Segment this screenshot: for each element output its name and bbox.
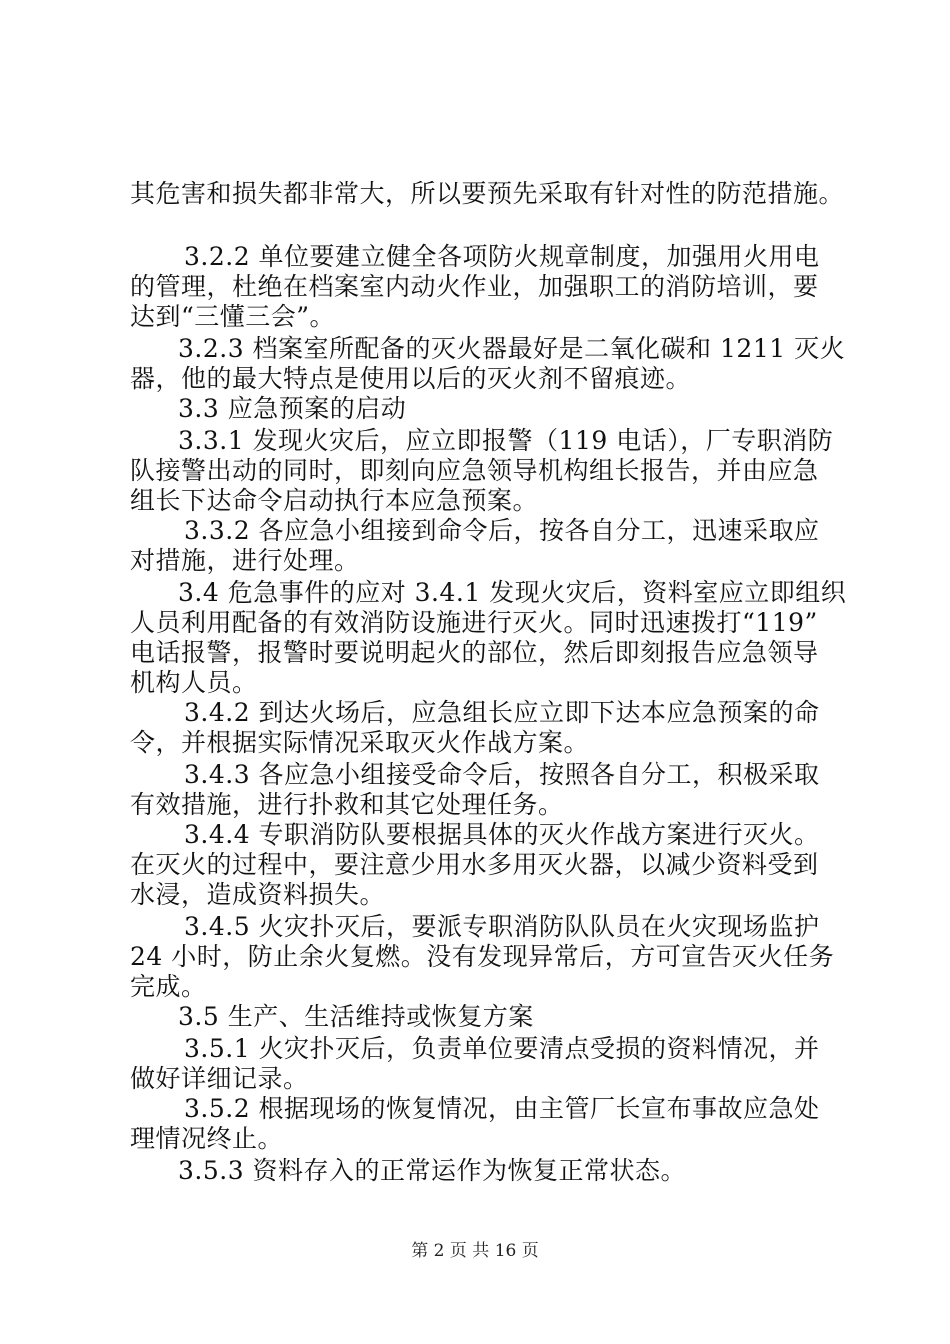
text-line-14: 人员利用配备的有效消防设施进行灭火。同时迅速拨打“119” <box>130 608 818 637</box>
text-line-21: 3.4.4 专职消防队要根据具体的灭火作战方案进行灭火。 <box>184 820 820 849</box>
text-line-32: 3.5.3 资料存入的正常运作为恢复正常状态。 <box>178 1156 687 1185</box>
text-line-18: 令，并根据实际情况采取灭火作战方案。 <box>130 728 590 757</box>
text-line-22: 在灭火的过程中，要注意少用水多用灭火器，以减少资料受到 <box>130 850 819 879</box>
text-line-31: 理情况终止。 <box>130 1124 284 1153</box>
page-number-footer: 第 2 页 共 16 页 <box>411 1241 539 1261</box>
text-line-29: 做好详细记录。 <box>130 1064 309 1093</box>
text-line-19: 3.4.3 各应急小组接受命令后，按照各自分工，积极采取 <box>184 760 820 789</box>
text-line-17: 3.4.2 到达火场后，应急组长应立即下达本应急预案的命 <box>184 698 820 727</box>
text-line-10: 组长下达命令启动执行本应急预案。 <box>130 486 539 515</box>
text-line-8: 3.3.1 发现火灾后，应立即报警（119 电话），厂专职消防 <box>178 426 834 455</box>
text-line-9: 队接警出动的同时，即刻向应急领导机构组长报告，并由应急 <box>130 456 819 485</box>
text-line-5: 3.2.3 档案室所配备的灭火器最好是二氧化碳和 1211 灭火 <box>178 334 846 363</box>
text-line-20: 有效措施，进行扑救和其它处理任务。 <box>130 790 564 819</box>
text-line-25: 24 小时，防止余火复燃。没有发现异常后，方可宣告灭火任务 <box>130 942 835 971</box>
text-line-16: 机构人员。 <box>130 668 258 697</box>
text-line-23: 水浸，造成资料损失。 <box>130 880 386 909</box>
text-line-26: 完成。 <box>130 972 207 1001</box>
text-line-7: 3.3 应急预案的启动 <box>178 394 407 423</box>
text-line-27: 3.5 生产、生活维持或恢复方案 <box>178 1002 534 1031</box>
text-line-15: 电话报警，报警时要说明起火的部位，然后即刻报告应急领导 <box>130 638 819 667</box>
text-line-11: 3.3.2 各应急小组接到命令后，按各自分工，迅速采取应 <box>184 516 820 545</box>
text-line-1: 其危害和损失都非常大，所以要预先采取有针对性的防范措施。 <box>130 179 845 208</box>
text-line-30: 3.5.2 根据现场的恢复情况，由主管厂长宣布事故应急处 <box>184 1094 820 1123</box>
text-line-24: 3.4.5 火灾扑灭后，要派专职消防队队员在火灾现场监护 <box>184 912 820 941</box>
text-line-2: 3.2.2 单位要建立健全各项防火规章制度，加强用火用电 <box>184 242 820 271</box>
text-line-6: 器，他的最大特点是使用以后的灭火剂不留痕迹。 <box>130 364 692 393</box>
text-line-28: 3.5.1 火灾扑灭后，负责单位要清点受损的资料情况，并 <box>184 1034 820 1063</box>
text-line-12: 对措施，进行处理。 <box>130 546 360 575</box>
text-line-4: 达到“三懂三会”。 <box>130 302 336 331</box>
text-line-13: 3.4 危急事件的应对 3.4.1 发现火灾后，资料室应立即组织 <box>178 578 847 607</box>
text-line-3: 的管理，杜绝在档案室内动火作业，加强职工的消防培训，要 <box>130 272 819 301</box>
